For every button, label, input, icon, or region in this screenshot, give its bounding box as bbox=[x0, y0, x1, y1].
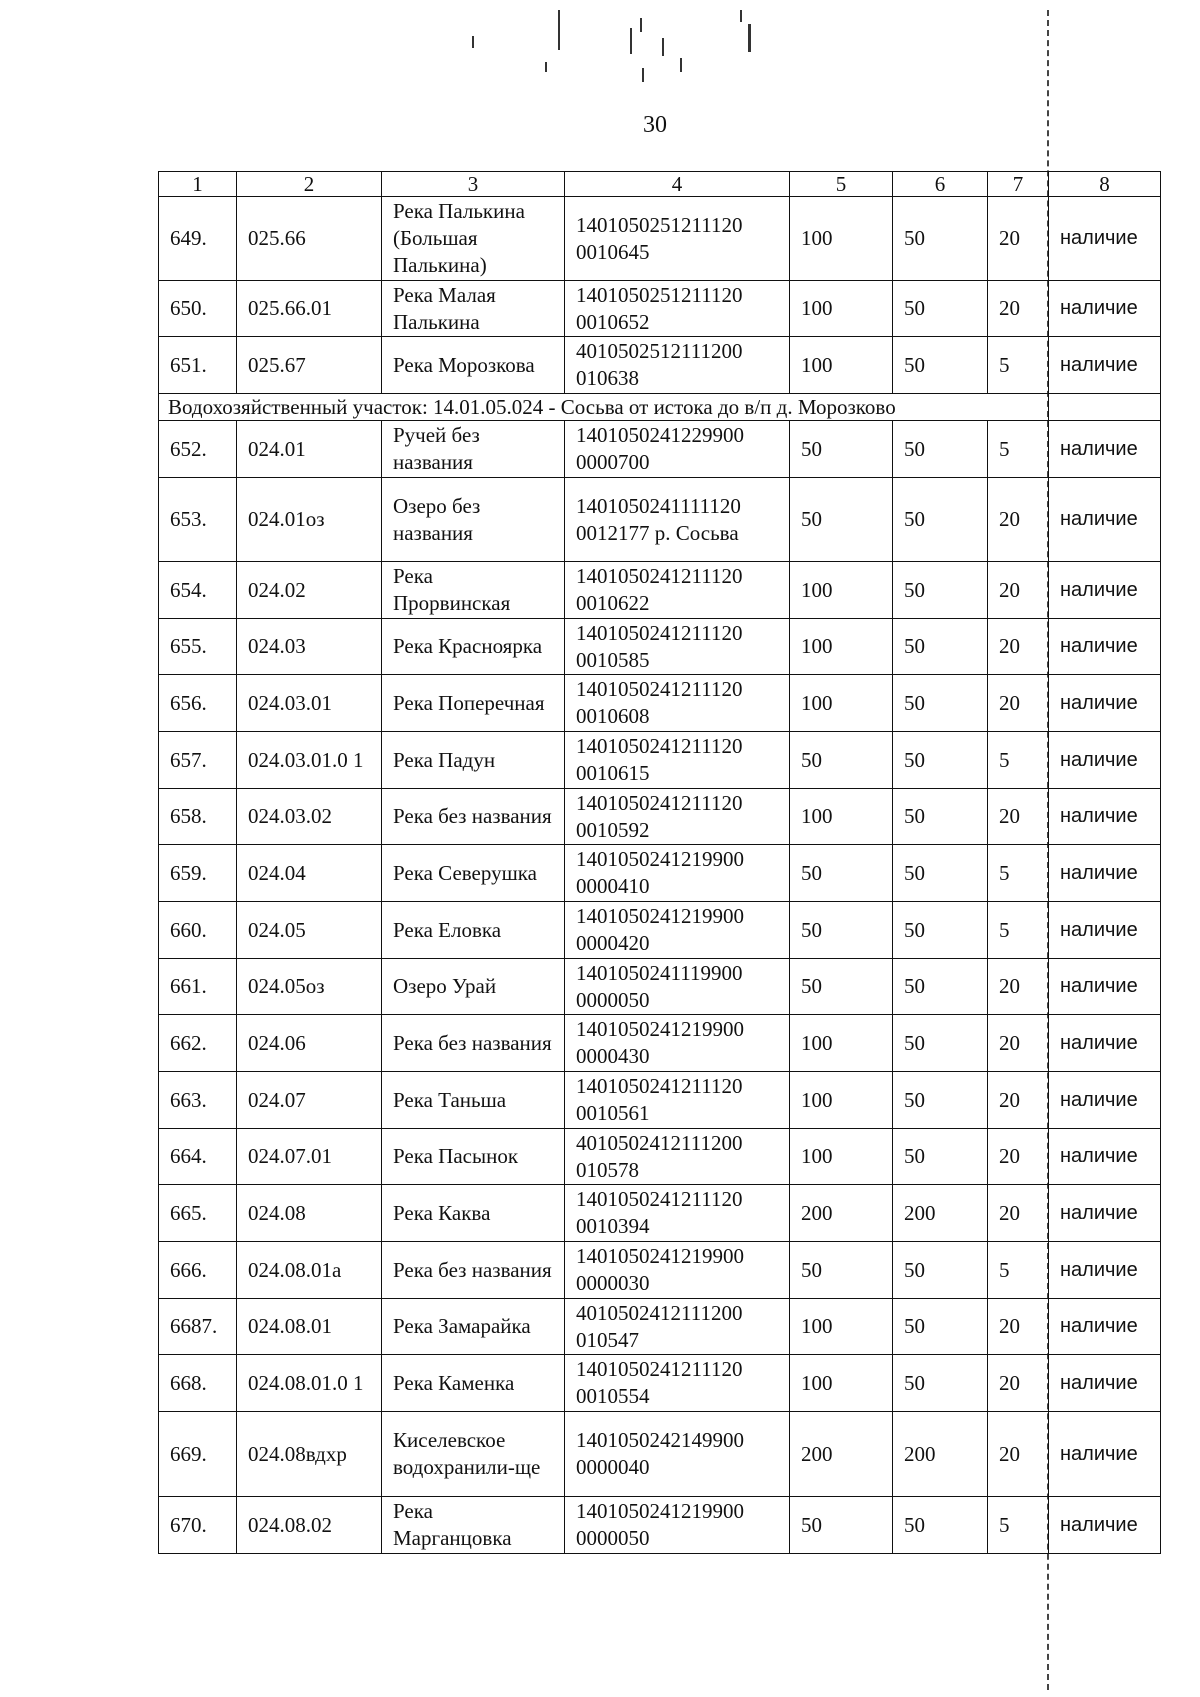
column-7-value-cell: 5 bbox=[988, 337, 1049, 394]
status-cell: наличие bbox=[1049, 1015, 1161, 1072]
object-name-cell: Река без названия bbox=[382, 789, 565, 845]
registry-number-cell: 1401050251211120 0010645 bbox=[565, 197, 790, 281]
object-name-cell: Река Северушка bbox=[382, 845, 565, 902]
column-6-value-cell: 50 bbox=[893, 902, 988, 959]
column-6-value-cell: 50 bbox=[893, 1299, 988, 1355]
object-name-cell: Река Каменка bbox=[382, 1355, 565, 1412]
column-header: 7 bbox=[988, 172, 1049, 197]
column-6-value-cell: 50 bbox=[893, 281, 988, 337]
column-5-value-cell: 100 bbox=[790, 1299, 893, 1355]
object-name-cell: Река Каква bbox=[382, 1185, 565, 1242]
column-6-value-cell: 50 bbox=[893, 1129, 988, 1185]
object-name-cell: Река Морозкова bbox=[382, 337, 565, 394]
table-row bbox=[159, 1072, 1161, 1129]
object-code-cell: 024.01оз bbox=[237, 478, 382, 562]
column-5-value-cell: 100 bbox=[790, 1015, 893, 1072]
column-7-value-cell: 5 bbox=[988, 421, 1049, 478]
column-6-value-cell: 200 bbox=[893, 1185, 988, 1242]
column-6-value-cell: 50 bbox=[893, 197, 988, 281]
column-7-value-cell: 20 bbox=[988, 1072, 1049, 1129]
column-5-value-cell: 100 bbox=[790, 562, 893, 619]
column-7-value-cell: 20 bbox=[988, 619, 1049, 675]
status-cell: наличие bbox=[1049, 675, 1161, 732]
column-header: 2 bbox=[237, 172, 382, 197]
registry-number-cell: 1401050241111120 0012177 р. Сосьва bbox=[565, 478, 790, 562]
column-6-value-cell: 50 bbox=[893, 732, 988, 789]
column-7-value-cell: 20 bbox=[988, 1015, 1049, 1072]
column-5-value-cell: 50 bbox=[790, 902, 893, 959]
section-title: Водохозяйственный участок: 14.01.05.024 - Сосьва от истока до в/п д. Морозково bbox=[159, 394, 1049, 421]
registry-number-cell: 1401050241219900 0000050 bbox=[565, 1497, 790, 1554]
table-row bbox=[159, 1129, 1161, 1185]
registry-number-cell: 1401050241211120 0010622 bbox=[565, 562, 790, 619]
column-header: 4 bbox=[565, 172, 790, 197]
table-row bbox=[159, 789, 1161, 845]
registry-number-cell: 1401050241229900 0000700 bbox=[565, 421, 790, 478]
column-5-value-cell: 50 bbox=[790, 421, 893, 478]
row-number-cell: 670. bbox=[159, 1497, 237, 1554]
row-number-cell: 662. bbox=[159, 1015, 237, 1072]
column-header: 5 bbox=[790, 172, 893, 197]
object-code-cell: 024.08вдхр bbox=[237, 1412, 382, 1497]
row-number-cell: 650. bbox=[159, 281, 237, 337]
object-code-cell: 024.08.01.0 1 bbox=[237, 1355, 382, 1412]
scan-artifact-marks bbox=[410, 10, 790, 90]
registry-number-cell: 1401050241211120 0010608 bbox=[565, 675, 790, 732]
column-7-value-cell: 5 bbox=[988, 732, 1049, 789]
column-6-value-cell: 50 bbox=[893, 1497, 988, 1554]
table-row bbox=[159, 478, 1161, 562]
column-7-value-cell: 20 bbox=[988, 281, 1049, 337]
status-cell: наличие bbox=[1049, 1412, 1161, 1497]
registry-number-cell: 4010502412111200 010578 bbox=[565, 1129, 790, 1185]
row-number-cell: 664. bbox=[159, 1129, 237, 1185]
row-number-cell: 6687. bbox=[159, 1299, 237, 1355]
column-5-value-cell: 50 bbox=[790, 732, 893, 789]
object-name-cell: Река Падун bbox=[382, 732, 565, 789]
status-cell: наличие bbox=[1049, 337, 1161, 394]
column-5-value-cell: 50 bbox=[790, 959, 893, 1015]
status-cell: наличие bbox=[1049, 281, 1161, 337]
object-code-cell: 024.08.01 bbox=[237, 1299, 382, 1355]
column-5-value-cell: 100 bbox=[790, 281, 893, 337]
column-6-value-cell: 50 bbox=[893, 1242, 988, 1299]
registry-number-cell: 1401050241119900 0000050 bbox=[565, 959, 790, 1015]
status-cell: наличие bbox=[1049, 1072, 1161, 1129]
column-7-value-cell: 20 bbox=[988, 1129, 1049, 1185]
object-name-cell: Река Поперечная bbox=[382, 675, 565, 732]
object-code-cell: 024.07 bbox=[237, 1072, 382, 1129]
table-row bbox=[159, 902, 1161, 959]
status-cell: наличие bbox=[1049, 1299, 1161, 1355]
column-7-value-cell: 5 bbox=[988, 1242, 1049, 1299]
table-row bbox=[159, 619, 1161, 675]
column-header: 8 bbox=[1049, 172, 1161, 197]
row-number-cell: 651. bbox=[159, 337, 237, 394]
column-7-value-cell: 20 bbox=[988, 197, 1049, 281]
registry-number-cell: 1401050241211120 0010394 bbox=[565, 1185, 790, 1242]
registry-number-cell: 1401050241219900 0000030 bbox=[565, 1242, 790, 1299]
column-5-value-cell: 100 bbox=[790, 1355, 893, 1412]
table-row bbox=[159, 732, 1161, 789]
object-code-cell: 024.08 bbox=[237, 1185, 382, 1242]
column-7-value-cell: 20 bbox=[988, 478, 1049, 562]
table-row bbox=[159, 1185, 1161, 1242]
empty-cell bbox=[1049, 394, 1161, 421]
status-cell: наличие bbox=[1049, 845, 1161, 902]
column-6-value-cell: 50 bbox=[893, 478, 988, 562]
column-5-value-cell: 100 bbox=[790, 1129, 893, 1185]
status-cell: наличие bbox=[1049, 789, 1161, 845]
table-row bbox=[159, 1355, 1161, 1412]
table-row bbox=[159, 421, 1161, 478]
column-6-value-cell: 50 bbox=[893, 562, 988, 619]
row-number-cell: 666. bbox=[159, 1242, 237, 1299]
section-header-row bbox=[159, 394, 1161, 421]
object-name-cell: Озеро без названия bbox=[382, 478, 565, 562]
object-code-cell: 024.08.01а bbox=[237, 1242, 382, 1299]
row-number-cell: 660. bbox=[159, 902, 237, 959]
column-7-value-cell: 20 bbox=[988, 562, 1049, 619]
column-6-value-cell: 50 bbox=[893, 1015, 988, 1072]
column-6-value-cell: 50 bbox=[893, 1355, 988, 1412]
column-5-value-cell: 200 bbox=[790, 1412, 893, 1497]
status-cell: наличие bbox=[1049, 732, 1161, 789]
row-number-cell: 659. bbox=[159, 845, 237, 902]
status-cell: наличие bbox=[1049, 197, 1161, 281]
object-name-cell: Ручей без названия bbox=[382, 421, 565, 478]
object-code-cell: 024.01 bbox=[237, 421, 382, 478]
registry-number-cell: 4010502512111200 010638 bbox=[565, 337, 790, 394]
table-body bbox=[159, 197, 1161, 1554]
status-cell: наличие bbox=[1049, 959, 1161, 1015]
row-number-cell: 649. bbox=[159, 197, 237, 281]
table-row bbox=[159, 845, 1161, 902]
object-code-cell: 025.67 bbox=[237, 337, 382, 394]
object-code-cell: 024.03.02 bbox=[237, 789, 382, 845]
registry-number-cell: 1401050241211120 0010615 bbox=[565, 732, 790, 789]
column-7-value-cell: 20 bbox=[988, 1299, 1049, 1355]
registry-number-cell: 1401050241211120 0010592 bbox=[565, 789, 790, 845]
registry-number-cell: 1401050241211120 0010561 bbox=[565, 1072, 790, 1129]
row-number-cell: 658. bbox=[159, 789, 237, 845]
status-cell: наличие bbox=[1049, 478, 1161, 562]
object-code-cell: 024.06 bbox=[237, 1015, 382, 1072]
column-6-value-cell: 200 bbox=[893, 1412, 988, 1497]
column-5-value-cell: 50 bbox=[790, 1242, 893, 1299]
status-cell: наличие bbox=[1049, 1497, 1161, 1554]
object-name-cell: Река Замарайка bbox=[382, 1299, 565, 1355]
table-row bbox=[159, 1015, 1161, 1072]
column-6-value-cell: 50 bbox=[893, 337, 988, 394]
column-7-value-cell: 20 bbox=[988, 675, 1049, 732]
registry-number-cell: 1401050241211120 0010585 bbox=[565, 619, 790, 675]
column-6-value-cell: 50 bbox=[893, 421, 988, 478]
registry-number-cell: 1401050241211120 0010554 bbox=[565, 1355, 790, 1412]
table-row bbox=[159, 675, 1161, 732]
object-code-cell: 024.08.02 bbox=[237, 1497, 382, 1554]
column-7-value-cell: 5 bbox=[988, 1497, 1049, 1554]
status-cell: наличие bbox=[1049, 1242, 1161, 1299]
registry-number-cell: 1401050251211120 0010652 bbox=[565, 281, 790, 337]
object-code-cell: 024.03.01.0 1 bbox=[237, 732, 382, 789]
table-row bbox=[159, 1412, 1161, 1497]
column-6-value-cell: 50 bbox=[893, 789, 988, 845]
column-5-value-cell: 50 bbox=[790, 1497, 893, 1554]
object-name-cell: Река Марганцовка bbox=[382, 1497, 565, 1554]
column-header: 6 bbox=[893, 172, 988, 197]
table-row bbox=[159, 197, 1161, 281]
object-code-cell: 024.03 bbox=[237, 619, 382, 675]
registry-number-cell: 1401050241219900 0000420 bbox=[565, 902, 790, 959]
status-cell: наличие bbox=[1049, 1355, 1161, 1412]
row-number-cell: 665. bbox=[159, 1185, 237, 1242]
column-7-value-cell: 5 bbox=[988, 845, 1049, 902]
object-code-cell: 024.04 bbox=[237, 845, 382, 902]
column-5-value-cell: 50 bbox=[790, 478, 893, 562]
column-5-value-cell: 100 bbox=[790, 619, 893, 675]
object-name-cell: Река Таньша bbox=[382, 1072, 565, 1129]
row-number-cell: 668. bbox=[159, 1355, 237, 1412]
object-name-cell: Река без названия bbox=[382, 1015, 565, 1072]
column-7-value-cell: 20 bbox=[988, 1185, 1049, 1242]
column-7-value-cell: 20 bbox=[988, 959, 1049, 1015]
registry-number-cell: 1401050241219900 0000410 bbox=[565, 845, 790, 902]
column-6-value-cell: 50 bbox=[893, 1072, 988, 1129]
column-number-row bbox=[159, 172, 1161, 197]
object-code-cell: 024.05оз bbox=[237, 959, 382, 1015]
status-cell: наличие bbox=[1049, 619, 1161, 675]
column-5-value-cell: 100 bbox=[790, 1072, 893, 1129]
column-5-value-cell: 50 bbox=[790, 845, 893, 902]
object-code-cell: 024.07.01 bbox=[237, 1129, 382, 1185]
column-header: 3 bbox=[382, 172, 565, 197]
column-6-value-cell: 50 bbox=[893, 675, 988, 732]
column-7-value-cell: 5 bbox=[988, 902, 1049, 959]
row-number-cell: 663. bbox=[159, 1072, 237, 1129]
page-number: 30 bbox=[643, 112, 667, 138]
row-number-cell: 655. bbox=[159, 619, 237, 675]
table-row bbox=[159, 281, 1161, 337]
object-name-cell: Река Пасынок bbox=[382, 1129, 565, 1185]
column-5-value-cell: 100 bbox=[790, 675, 893, 732]
registry-number-cell: 1401050242149900 0000040 bbox=[565, 1412, 790, 1497]
object-name-cell: Озеро Урай bbox=[382, 959, 565, 1015]
column-7-value-cell: 20 bbox=[988, 1412, 1049, 1497]
column-6-value-cell: 50 bbox=[893, 959, 988, 1015]
object-name-cell: Река Малая Палькина bbox=[382, 281, 565, 337]
registry-number-cell: 4010502412111200 010547 bbox=[565, 1299, 790, 1355]
row-number-cell: 669. bbox=[159, 1412, 237, 1497]
status-cell: наличие bbox=[1049, 1185, 1161, 1242]
column-5-value-cell: 100 bbox=[790, 197, 893, 281]
table-row bbox=[159, 1497, 1161, 1554]
column-5-value-cell: 100 bbox=[790, 337, 893, 394]
object-name-cell: Река Красноярка bbox=[382, 619, 565, 675]
object-name-cell: Река Палькина (Большая Палькина) bbox=[382, 197, 565, 281]
table-row bbox=[159, 1242, 1161, 1299]
table-row bbox=[159, 959, 1161, 1015]
object-name-cell: Река Прорвинская bbox=[382, 562, 565, 619]
status-cell: наличие bbox=[1049, 1129, 1161, 1185]
object-code-cell: 024.02 bbox=[237, 562, 382, 619]
row-number-cell: 653. bbox=[159, 478, 237, 562]
object-code-cell: 024.03.01 bbox=[237, 675, 382, 732]
table-row bbox=[159, 337, 1161, 394]
column-5-value-cell: 200 bbox=[790, 1185, 893, 1242]
status-cell: наличие bbox=[1049, 902, 1161, 959]
status-cell: наличие bbox=[1049, 421, 1161, 478]
table-row bbox=[159, 1299, 1161, 1355]
object-name-cell: Река Еловка bbox=[382, 902, 565, 959]
object-code-cell: 025.66 bbox=[237, 197, 382, 281]
row-number-cell: 652. bbox=[159, 421, 237, 478]
object-code-cell: 025.66.01 bbox=[237, 281, 382, 337]
table-row bbox=[159, 562, 1161, 619]
water-objects-table bbox=[158, 171, 1161, 1554]
object-name-cell: Река без названия bbox=[382, 1242, 565, 1299]
object-name-cell: Киселевское водохранили-ще bbox=[382, 1412, 565, 1497]
column-5-value-cell: 100 bbox=[790, 789, 893, 845]
column-6-value-cell: 50 bbox=[893, 619, 988, 675]
row-number-cell: 661. bbox=[159, 959, 237, 1015]
column-header: 1 bbox=[159, 172, 237, 197]
object-code-cell: 024.05 bbox=[237, 902, 382, 959]
registry-number-cell: 1401050241219900 0000430 bbox=[565, 1015, 790, 1072]
status-cell: наличие bbox=[1049, 562, 1161, 619]
column-6-value-cell: 50 bbox=[893, 845, 988, 902]
row-number-cell: 654. bbox=[159, 562, 237, 619]
row-number-cell: 657. bbox=[159, 732, 237, 789]
column-7-value-cell: 20 bbox=[988, 789, 1049, 845]
column-7-value-cell: 20 bbox=[988, 1355, 1049, 1412]
row-number-cell: 656. bbox=[159, 675, 237, 732]
